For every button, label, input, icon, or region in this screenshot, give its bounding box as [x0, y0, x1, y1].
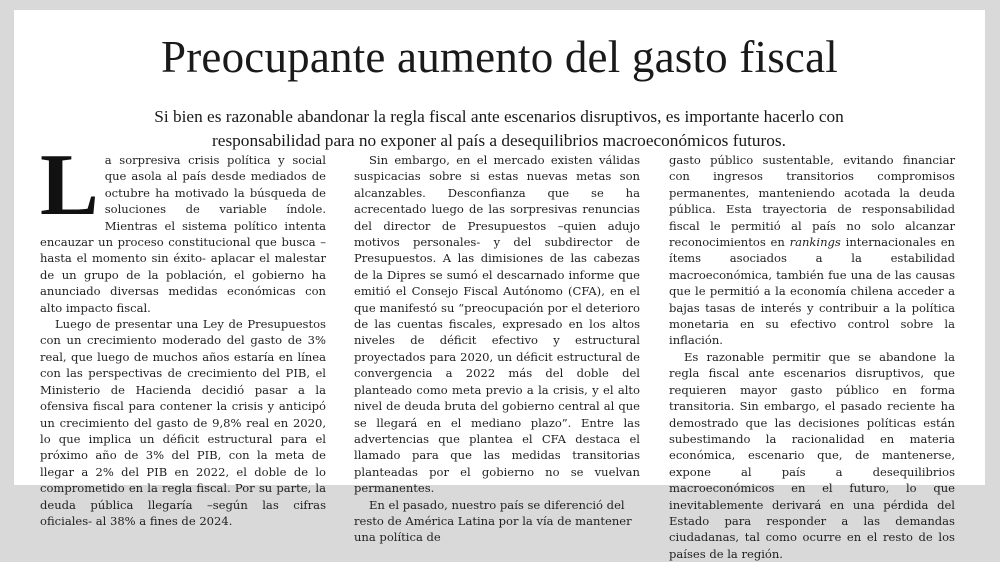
paragraph: Luego de presentar una Ley de Presupuestos con un crecimiento moderado del gasto de 3% real, que luego de muchos años estaría en línea con las perspectivas de crecimiento del PIB, el Ministerio de Hacienda decidió pasar a la ofensiva fiscal para contener la crisis y anticipó un crecimiento del gasto de 9,8% real en 2020, lo que implica un déficit estructural para el próximo año de 3% del PIB, con la meta de llegar a 2% del PIB en 2022, el doble de lo comprometido en la regla fiscal. Por su parte, la deuda pública llegaría –según las cifras oficiales- al 38% a fines de 2024. — [40, 317, 326, 528]
paragraph-text: a sorpresiva crisis política y social que asola al país desde mediados de octubre ha motivado la búsqueda de soluciones de variable índole. Mientras el sistema político intenta encauzar un proceso constitucional que busca –hasta el momento sin éxito- aplacar el malestar de un grupo de la población, el gobierno ha anunciado diversas medidas económicas con alto impacto fiscal. — [40, 153, 326, 315]
emphasis-rankings: rankings — [789, 235, 841, 250]
lede: Si bien es razonable abandonar la regla fiscal ante escenarios disruptivos, es importante hacerlo con responsabilidad para no exponer al país a desequilibrios macroeconómicos futuros. — [154, 107, 844, 150]
column-1 — [40, 137, 326, 529]
paragraph: Sin embargo, en el mercado existen válidas suspicacias sobre si estas nuevas metas son alcanzables. Desconfianza que se ha acrecentado luego de las sorpresivas renuncias del director de Presupuestos –quien adujo motivos personales- y del subdirector de Presupuestos. A las dimisiones de las cabezas de la Dipres se sumó el descarnado informe que emitió el Consejo Fiscal Autónomo (CFA), en el que manifestó su “preocupación por el deterioro de las cuentas fiscales, expresado en los altos niveles de déficit efectivo y estructural proyectados para 2020, un déficit estructural de convergencia a 2022 más del doble del planteado como meta previo a la crisis, y el alto nivel de deuda bruta del gobierno central al que se llegará en el mediano plazo”. Entre las advertencias que plantea el CFA destaca el llamado para que las medidas transitorias planteadas por el gobierno no se vuelvan permanentes. — [354, 153, 640, 496]
column-2 — [354, 152, 640, 546]
article-body — [40, 137, 960, 561]
paragraph-text: gasto público sustentable, evitando financiar con ingresos transitorios compromisos permanentes, manteniendo acotada la deuda pública. Esta trayectoria de responsabilidad fiscal le permitió al país no solo alcanzar reconocimientos en — [669, 153, 955, 250]
drop-cap: L — [40, 137, 99, 234]
paragraph — [40, 137, 326, 316]
newspaper-clipping — [14, 10, 985, 561]
paragraph — [669, 152, 955, 349]
headline: Preocupante aumento del gasto fiscal — [161, 32, 838, 82]
column-3 — [669, 152, 955, 562]
paragraph-text: internacionales en ítems asociados a la estabilidad macroeconómica, también fue una de las causas que le permitió a la economía chilena acceder a bajas tasas de interés y contribuir a la política monetaria en su efectivo control sobre la inflación. — [669, 235, 955, 348]
paragraph: Es razonable permitir que se abandone la regla fiscal ante escenarios disruptivos, que requieren mayor gasto público en forma transitoria. Sin embargo, el pasado reciente ha demostrado que las decisiones políticas están subestimando la racionalidad en materia económica, escenario que, de mantenerse, expone al país a desequilibrios macroeconómicos en el futuro, lo que inevitablemente derivará en una pérdida del Estado para responder a las demandas ciudadanas, tal como ocurre en el resto de los países de la región. — [669, 349, 955, 561]
paragraph: En el pasado, nuestro país se diferenció del resto de América Latina por la vía de mantener una política de — [354, 497, 632, 545]
